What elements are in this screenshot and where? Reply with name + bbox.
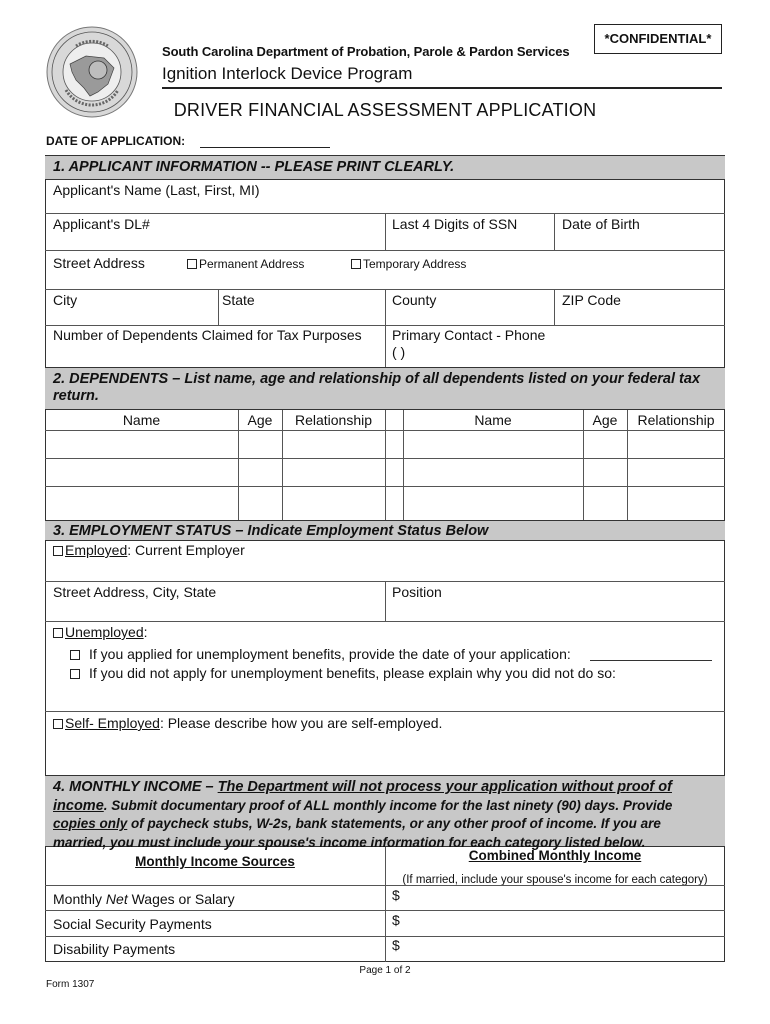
table-row [45, 486, 725, 487]
social-security-amount-field[interactable]: $ [392, 912, 400, 928]
dependents-age-header-2: Age [592, 412, 618, 428]
zip-code-label: ZIP Code [562, 292, 621, 308]
permanent-address-checkbox[interactable] [187, 259, 197, 269]
phone-area-code: ( ) [392, 344, 406, 360]
self-employed-option[interactable]: Self- Employed: Please describe how you are self-employed. [53, 715, 442, 731]
income-sources-header: Monthly Income Sources [135, 854, 295, 869]
dob-label: Date of Birth [562, 216, 640, 232]
confidential-badge: *CONFIDENTIAL* [594, 24, 722, 54]
col-divider [238, 410, 239, 520]
col-divider [282, 410, 283, 520]
disability-amount-field[interactable]: $ [392, 937, 400, 953]
temporary-address-checkbox[interactable] [351, 259, 361, 269]
dependents-name-header-2: Name [474, 412, 512, 428]
dependents-count-label: Number of Dependents Claimed for Tax Purposes [53, 327, 362, 343]
col-divider [218, 289, 219, 325]
applied-benefits-option[interactable]: If you applied for unemployment benefits, provide the date of your application: [70, 646, 571, 662]
employed-option[interactable]: Employed: Current Employer [53, 542, 245, 558]
city-label: City [53, 292, 78, 308]
page-number: Page 1 of 2 [359, 965, 411, 976]
not-applied-checkbox[interactable] [70, 669, 80, 679]
header-rule [162, 87, 722, 89]
phone-label: Primary Contact - Phone [392, 327, 546, 343]
col-divider [385, 410, 386, 520]
combined-income-header: Combined Monthly Income [468, 848, 642, 863]
agency-name: South Carolina Department of Probation, Parole & Pardon Services [162, 44, 570, 59]
income-row-wages: Monthly Net Wages or Salary [53, 891, 235, 907]
row-divider [45, 430, 725, 431]
street-address-label: Street Address [53, 255, 145, 271]
dependents-relationship-header: Relationship [294, 412, 373, 428]
unemployed-checkbox[interactable] [53, 628, 63, 638]
col-divider [385, 581, 386, 621]
section-4-header: 4. MONTHLY INCOME – The Department will not process your application without proof of income. Submit documentary proof of ALL monthly income for the last ninety (90) days. Provide copies only of paycheck stubs, W-2s, bank statements, or any other proof of income. If you are married, you must include your spouse's income information for each category listed below. [45, 775, 725, 847]
permanent-address-option[interactable]: Permanent Address [187, 256, 304, 272]
col-divider [627, 410, 628, 520]
ssn-label: Last 4 Digits of SSN [392, 216, 518, 232]
employer-address-label: Street Address, City, State [53, 584, 217, 600]
income-row-social-security: Social Security Payments [53, 916, 212, 932]
row-divider [45, 885, 725, 886]
not-applied-option[interactable]: If you did not apply for unemployment benefits, please explain why you did not do so: [70, 665, 616, 681]
document-title: DRIVER FINANCIAL ASSESSMENT APPLICATION [173, 100, 597, 120]
self-employed-checkbox[interactable] [53, 719, 63, 729]
row-divider [45, 250, 725, 251]
dependents-name-header: Name [122, 412, 161, 428]
row-divider [45, 936, 725, 937]
dependents-age-header: Age [247, 412, 273, 428]
col-divider [583, 410, 584, 520]
section-2-header: 2. DEPENDENTS – List name, age and relationship of all dependents listed on your federal tax return. [45, 367, 725, 410]
row-divider [45, 621, 725, 622]
application-date-field[interactable] [590, 660, 712, 661]
form-number: Form 1307 [46, 979, 95, 990]
position-label: Position [392, 584, 442, 600]
unemployed-option[interactable]: Unemployed: [53, 624, 148, 640]
temporary-address-option[interactable]: Temporary Address [351, 256, 466, 272]
col-divider [554, 289, 555, 325]
county-label: County [392, 292, 437, 308]
col-divider [385, 289, 386, 367]
section-3-header: 3. EMPLOYMENT STATUS – Indicate Employment Status Below [45, 520, 725, 541]
row-divider [45, 711, 725, 712]
applicant-name-label: Applicant's Name (Last, First, MI) [53, 182, 260, 198]
employed-checkbox[interactable] [53, 546, 63, 556]
col-divider [403, 410, 404, 520]
section-1-header: 1. APPLICANT INFORMATION -- PLEASE PRINT CLEARLY. [45, 155, 725, 180]
wages-amount-field[interactable]: $ [392, 887, 400, 903]
combined-income-note: (If married, include your spouse's income for each category) [402, 874, 708, 886]
dependents-relationship-header-2: Relationship [637, 412, 715, 428]
col-divider [385, 213, 386, 250]
program-name: Ignition Interlock Device Program [162, 64, 413, 83]
row-divider [45, 325, 725, 326]
table-row [45, 458, 725, 459]
applicant-dl-label: Applicant's DL# [53, 216, 150, 232]
applied-benefits-checkbox[interactable] [70, 650, 80, 660]
col-divider [385, 847, 386, 962]
date-of-application-field[interactable] [200, 147, 330, 148]
state-label: State [222, 292, 255, 308]
income-row-disability: Disability Payments [53, 941, 176, 957]
date-of-application-label: DATE OF APPLICATION: [46, 134, 186, 148]
row-divider [45, 910, 725, 911]
col-divider [554, 213, 555, 250]
